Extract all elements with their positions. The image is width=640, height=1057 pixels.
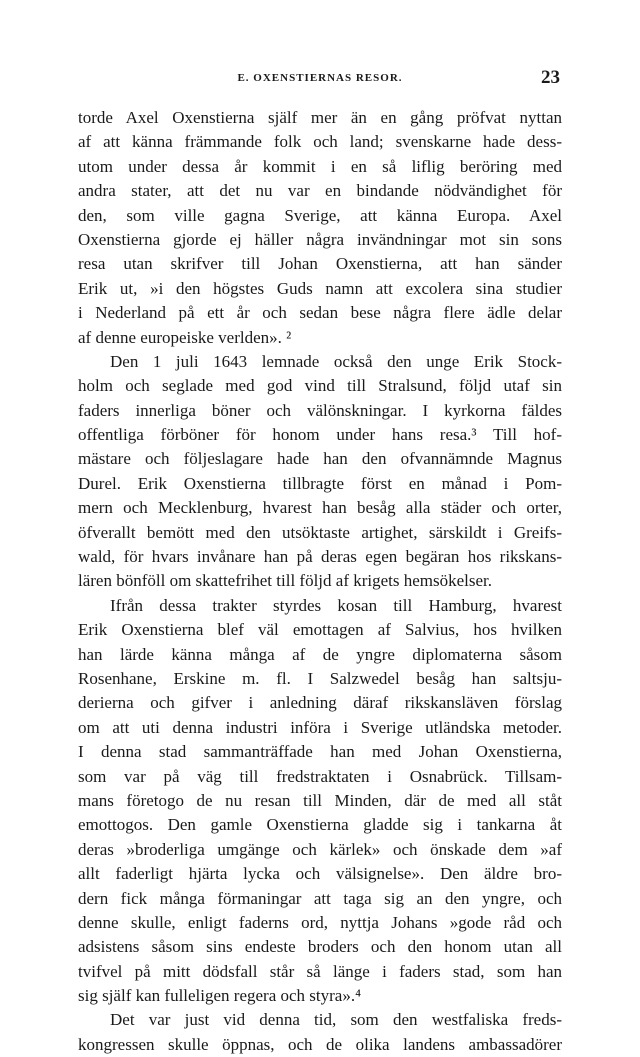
text-line: utom under dessa år kommit i en så liflig beröring med	[78, 156, 562, 176]
text-line: af denne europeiske verlden». ²	[78, 327, 292, 347]
text-line: Oxenstierna gjorde ej häller några invändningar mot sin sons	[78, 229, 562, 249]
body-text	[78, 106, 562, 1057]
text-line: tvifvel på mitt dödsfall står så länge i faders stad, som han	[78, 961, 562, 981]
text-line: andra stater, att det nu var en bindande nödvändighet för	[78, 181, 562, 201]
page-number: 23	[541, 67, 560, 88]
text-line: den, som ville gagna Sverige, att känna Europa. Axel	[78, 205, 562, 225]
text-line: Erik ut, »i den högstes Guds namn att excolera sina studier	[78, 278, 562, 298]
text-line: öfverallt bemött med den utsöktaste artighet, särskildt i Greifs-	[78, 522, 562, 542]
text-line: allt faderligt hjärta lycka och välsignelse». Den äldre bro-	[78, 864, 562, 884]
text-line: om att uti denna industri införa i Sverige utländska metoder.	[78, 717, 562, 737]
text-line: adsistens såsom sins endeste broders och den honom utan all	[78, 937, 562, 957]
text-line: Erik Oxenstierna blef väl emottagen af Salvius, hos hvilken	[78, 620, 562, 640]
text-line: lären bönföll om skattefrihet till följd af krigets hemsökelser.	[78, 571, 493, 591]
text-line: Durel. Erik Oxenstierna tillbragte först en månad i Pom-	[78, 473, 562, 493]
text-line: Det var just vid denna tid, som den westfaliska freds-	[110, 1010, 562, 1030]
text-line: Ifrån dessa trakter styrdes kosan till Hamburg, hvarest	[110, 595, 562, 615]
text-line: sig själf kan fulleligen regera och styra».⁴	[78, 986, 362, 1006]
text-line: af att känna främmande folk och land; svenskarne hade dess-	[78, 132, 562, 152]
text-line: torde Axel Oxenstierna själf mer än en gång pröfvat nyttan	[78, 108, 562, 127]
book-page	[78, 62, 562, 1057]
text-line: deras »broderliga umgänge och kärlek» och önskade dem »af	[78, 839, 562, 859]
running-header	[78, 62, 562, 92]
text-line: offentliga förböner för honom under hans resa.³ Till hof-	[78, 425, 562, 445]
text-line: mästare och följeslagare hade han den ofvannämnde Magnus	[78, 449, 562, 469]
text-line: resa utan skrifver till Johan Oxenstierna, att han sänder	[78, 254, 562, 274]
text-line: wald, för hvars invånare han på deras egen begäran hos rikskans-	[78, 547, 562, 567]
text-line: mern och Mecklenburg, hvarest han besåg alla städer och orter,	[78, 498, 562, 518]
text-line: som var på väg till fredstraktaten i Osnabrück. Tillsam-	[78, 766, 562, 786]
text-line: denne skulle, enligt faderns ord, nyttja Johans »gode råd och	[78, 912, 562, 932]
text-line: han lärde känna många af de yngre diplomaterna såsom	[78, 644, 562, 664]
text-line: derierna och gifver i anledning däraf rikskansläven förslag	[78, 693, 562, 713]
text-line: i Nederland på ett år och sedan bese några flere ädle delar	[78, 303, 562, 323]
text-line: kongressen skulle öppnas, och de olika landens ambassadörer	[78, 1034, 562, 1054]
text-line: faders innerliga böner och välönskningar. I kyrkorna fäldes	[78, 400, 562, 420]
text-line: Den 1 juli 1643 lemnade också den unge Erik Stock-	[110, 351, 562, 371]
text-line: emottogos. Den gamle Oxenstierna gladde sig i tankarna åt	[78, 815, 562, 835]
text-line: Rosenhane, Erskine m. fl. I Salzwedel besåg han saltsju-	[78, 668, 562, 688]
text-line: holm och seglade med god vind till Stralsund, följd utaf sin	[78, 376, 562, 396]
text-line: mans företogo de nu resan till Minden, där de med all ståt	[78, 790, 562, 810]
text-line: I denna stad sammanträffade han med Johan Oxenstierna,	[78, 742, 562, 762]
text-line: dern fick många förmaningar att taga sig an den yngre, och	[78, 888, 562, 908]
running-title: E. OXENSTIERNAS RESOR.	[237, 72, 403, 84]
